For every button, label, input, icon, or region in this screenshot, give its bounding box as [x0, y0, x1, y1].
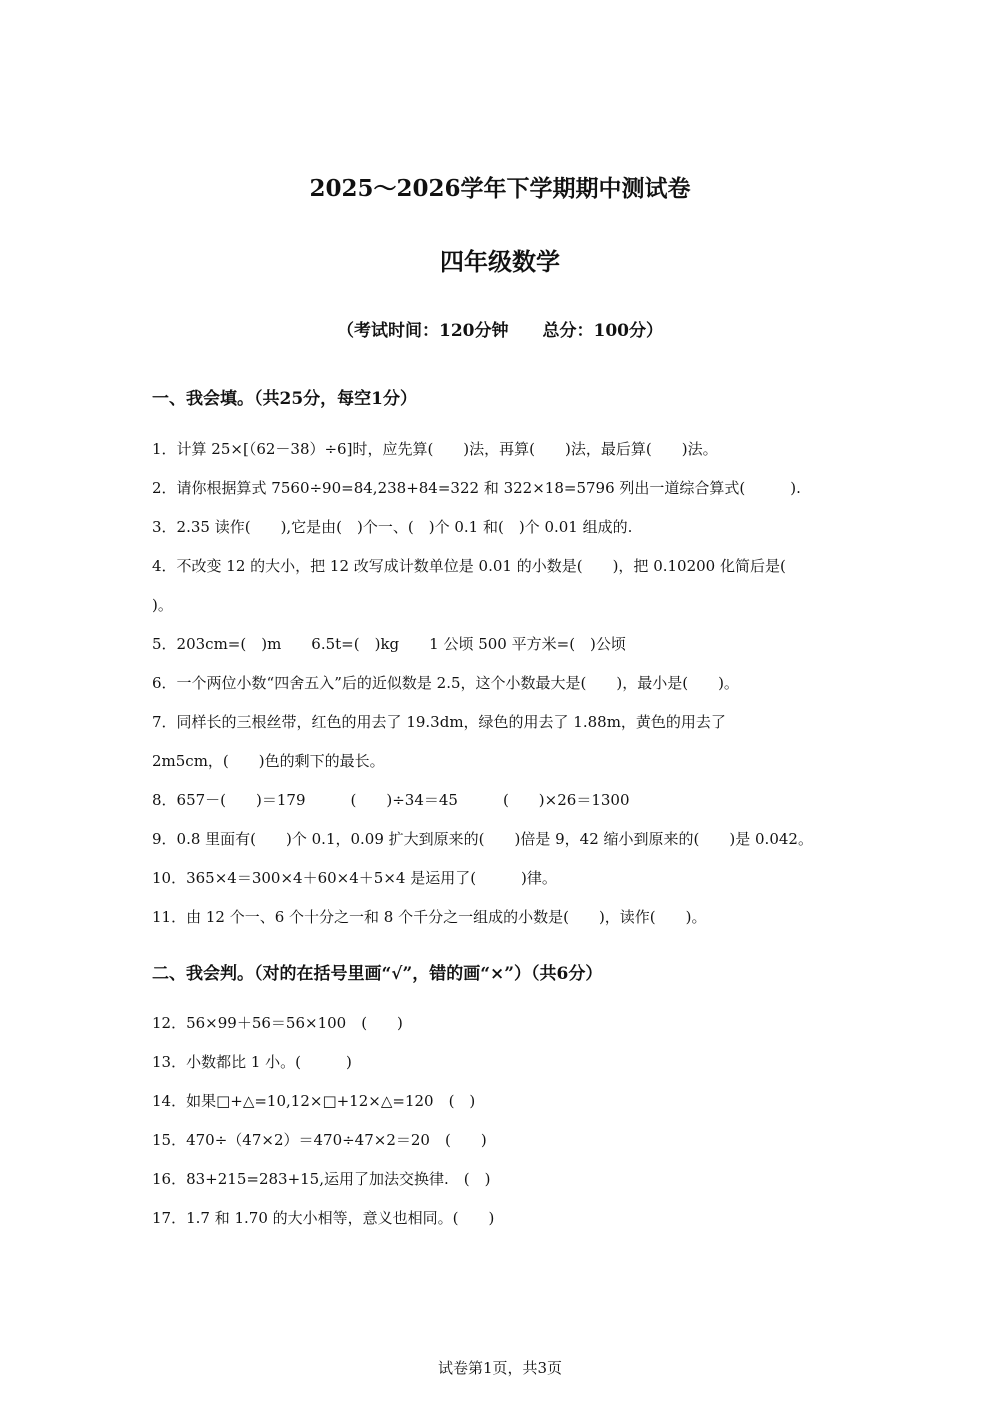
- question-line: 8．657－( )＝179 ( )÷34＝45 ( )×26＝1300: [152, 791, 630, 809]
- section-1-heading: 一、我会填。（共25分，每空1分）: [152, 389, 417, 409]
- exam-subtitle: 四年级数学: [440, 247, 560, 276]
- question-line: 1．计算 25×[（62－38）÷6]时，应先算( )法，再算( )法，最后算( )法。: [152, 440, 718, 458]
- question-line: 12．56×99＋56＝56×100 ( ): [152, 1014, 403, 1032]
- page-footer: 试卷第1页，共3页: [437, 1359, 563, 1377]
- question-line: 4．不改变 12 的大小，把 12 改写成计数单位是 0.01 的小数是( )，把 0.10200 化简后是(: [152, 557, 786, 575]
- question-line: 3．2.35 读作( ),它是由( )个一、( )个 0.1 和( )个 0.01 组成的.: [152, 518, 633, 536]
- question-line: 11．由 12 个一、6 个十分之一和 8 个千分之一组成的小数是( )，读作( )。: [152, 908, 707, 926]
- question-line: 9．0.8 里面有( )个 0.1，0.09 扩大到原来的( )倍是 9，42 缩小到原来的( )是 0.042。: [152, 830, 813, 848]
- question-line: 7．同样长的三根丝带，红色的用去了 19.3dm，绿色的用去了 1.88m，黄色的用去了: [152, 713, 726, 731]
- question-line: 5．203cm=( )m 6.5t=( )kg 1 公顷 500 平方米=( )公顷: [152, 635, 626, 653]
- question-line: 2．请你根据算式 7560÷90=84,238+84=322 和 322×18=5796 列出一道综合算式( ).: [152, 479, 801, 497]
- total-score: 总分：100分）: [542, 321, 663, 341]
- question-line: )。: [152, 596, 173, 614]
- question-line: 14．如果□+△=10,12×□+12×△=120 ( ): [152, 1092, 476, 1110]
- question-line: 10．365×4＝300×4＋60×4＋5×4 是运用了( )律。: [152, 869, 557, 887]
- question-line: 2m5cm，( )色的剩下的最长。: [152, 752, 385, 770]
- question-line: 6．一个两位小数“四舍五入”后的近似数是 2.5，这个小数最大是( )，最小是( )。: [152, 674, 739, 692]
- question-line: 15．470÷（47×2）＝470÷47×2＝20 ( ): [152, 1131, 487, 1149]
- exam-title: 2025～2026学年下学期期中测试卷: [309, 175, 691, 202]
- section-2-heading: 二、我会判。（对的在括号里画“√”，错的画“×”）（共6分）: [152, 964, 603, 984]
- exam-info: [0, 316, 1000, 341]
- question-line: 16．83+215=283+15,运用了加法交换律. ( ): [152, 1170, 491, 1188]
- question-line: 13．小数都比 1 小。( ): [152, 1053, 352, 1071]
- question-line: 17．1.7 和 1.70 的大小相等，意义也相同。( ): [152, 1209, 495, 1227]
- exam-time: （考试时间：120分钟: [337, 321, 509, 341]
